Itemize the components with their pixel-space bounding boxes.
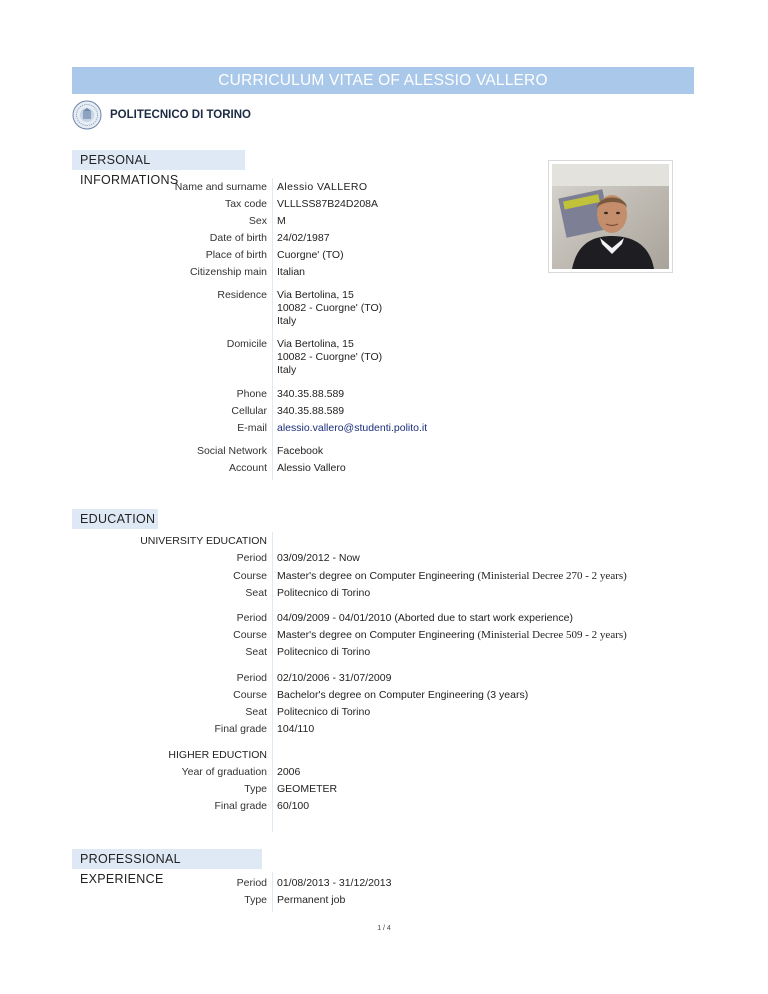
residence-city: 10082 - Cuorgne' (TO) [277,302,383,314]
domicile-label: Domicile [226,338,267,350]
domicile-country: Italy [277,364,297,376]
education-type-value: GEOMETER [277,783,338,795]
page-number: 1 / 4 [377,925,391,932]
university-education-subheading: UNIVERSITY EDUCATION [140,535,267,547]
residence-street: Via Bertolina, 15 [277,289,354,301]
final-grade-label: Final grade [214,800,267,812]
place-of-birth-value: Cuorgne' (TO) [277,249,344,261]
domicile-street: Via Bertolina, 15 [277,338,354,350]
course-title: Master's degree on Computer Engineering [277,629,475,641]
name-value: Alessio VALLERO [277,181,368,193]
sex-value: M [277,215,286,227]
phone-label: Phone [236,388,267,400]
university-seal-icon [72,100,102,130]
seat-value: Politecnico di Torino [277,646,371,658]
account-value: Alessio Vallero [277,462,346,474]
course-value [277,570,627,582]
final-grade-value: 104/110 [277,723,315,735]
section-education-heading: EDUCATION [72,509,158,529]
job-type-value: Permanent job [277,894,346,906]
email-link[interactable]: alessio.vallero@studenti.polito.it [277,422,428,434]
course-note: (Ministerial Decree 270 - 2 years) [477,570,627,582]
period-label: Period [236,552,267,564]
course-label: Course [233,629,267,641]
domicile-value [277,338,382,377]
seat-label: Seat [245,646,267,658]
name-label: Name and surname [174,181,267,193]
graduation-year-label: Year of graduation [181,766,267,778]
final-grade-label: Final grade [214,723,267,735]
section-personal-heading: PERSONAL INFORMATIONS [72,150,245,170]
final-grade-value: 60/100 [277,800,310,812]
page-title: CURRICULUM VITAE OF ALESSIO VALLERO [72,67,694,94]
course-label: Course [233,570,267,582]
period-label: Period [236,612,267,624]
social-network-label: Social Network [196,445,267,457]
seat-value: Politecnico di Torino [277,706,371,718]
residence-label: Residence [217,289,267,301]
citizenship-value: Italian [277,266,306,278]
divider-line [272,532,273,832]
course-note: (Ministerial Decree 509 - 2 years) [477,629,627,641]
job-type-label: Type [244,894,267,906]
tax-code-value: VLLLSS87B24D208A [277,198,378,210]
sex-label: Sex [248,215,267,227]
cellular-label: Cellular [231,405,267,417]
divider-line [272,872,273,912]
seat-label: Seat [245,587,267,599]
residence-country: Italy [277,315,297,327]
education-type-label: Type [244,783,267,795]
seat-value: Politecnico di Torino [277,587,371,599]
section-professional-heading: PROFESSIONAL EXPERIENCE [72,849,262,869]
date-of-birth-label: Date of birth [209,232,267,244]
account-label: Account [229,462,267,474]
period-value: 04/09/2009 - 04/01/2010 (Aborted due to start work experience) [277,612,573,624]
social-network-value: Facebook [277,445,324,457]
place-of-birth-label: Place of birth [205,249,267,261]
course-value: Bachelor's degree on Computer Engineering (3 years) [277,689,529,701]
date-of-birth-value: 24/02/1987 [277,232,330,244]
tax-code-label: Tax code [224,198,267,210]
citizenship-label: Citizenship main [189,266,267,278]
period-label: Period [236,672,267,684]
course-value [277,629,627,641]
residence-value [277,289,382,328]
domicile-city: 10082 - Cuorgne' (TO) [277,351,383,363]
course-title: Master's degree on Computer Engineering [277,570,475,582]
period-value: 03/09/2012 - Now [277,552,360,564]
university-header [72,100,251,130]
phone-value: 340.35.88.589 [277,388,345,400]
seat-label: Seat [245,706,267,718]
portrait-image [552,164,669,269]
higher-education-subheading: HIGHER EDUCTION [168,749,267,761]
period-label: Period [236,877,267,889]
profile-photo [548,160,673,273]
divider-line [272,178,273,480]
cellular-value: 340.35.88.589 [277,405,345,417]
course-label: Course [233,689,267,701]
period-value: 02/10/2006 - 31/07/2009 [277,672,392,684]
period-value: 01/08/2013 - 31/12/2013 [277,877,392,889]
university-name: POLITECNICO DI TORINO [110,109,251,121]
email-label: E-mail [237,422,267,434]
graduation-year-value: 2006 [277,766,301,778]
